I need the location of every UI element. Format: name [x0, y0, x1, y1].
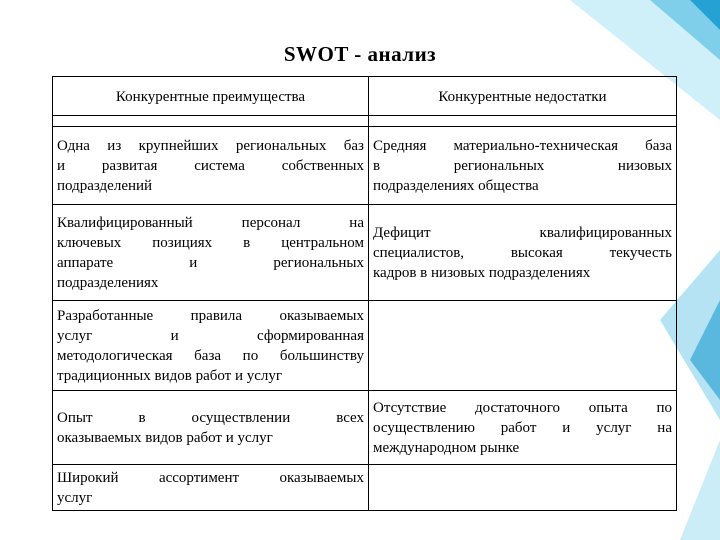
cell-text-line: ключевых позициях в центральном [57, 234, 364, 251]
cell-text-line: подразделений [57, 177, 153, 194]
spacer-cell [53, 116, 369, 127]
cell-text-line: международном рынке [373, 439, 520, 456]
table-row [53, 127, 677, 205]
cell-text-line: Квалифицированный персонал на [57, 214, 364, 231]
cell-text-line: методологическая база по большинству [57, 347, 364, 364]
cell-text-line: услуг [57, 489, 93, 506]
cell-text-line: Широкий ассортимент оказываемых [57, 469, 364, 486]
cell-text-line: Одна из крупнейших региональных баз [57, 137, 364, 154]
weakness-cell [369, 205, 677, 301]
cell-text-line: оказываемых видов работ и услуг [57, 429, 273, 446]
weakness-cell [369, 127, 677, 205]
table-row [53, 391, 677, 465]
cell-text-line: Отсутствие достаточного опыта по [373, 399, 672, 416]
page-title: SWOT - анализ [283, 42, 437, 66]
weakness-cell [369, 465, 677, 511]
strength-cell [53, 301, 369, 391]
table-header-row [53, 77, 677, 116]
cell-text-line: и развитая система собственных [57, 157, 364, 174]
header-spacer-row [53, 116, 677, 127]
table-row [53, 301, 677, 391]
cell-text-line: Дефицит квалифицированных [373, 224, 672, 241]
cell-text-line: традиционных видов работ и услуг [57, 367, 283, 384]
cell-text-line: Опыт в осуществлении всех [57, 409, 364, 426]
weakness-cell [369, 391, 677, 465]
cell-text-line: специалистов, высокая текучесть [373, 244, 672, 261]
cell-text-line: Разработанные правила оказываемых [57, 307, 364, 324]
weakness-cell [369, 301, 677, 391]
cell-text-line: услуг и сформированная [57, 327, 364, 344]
strength-cell [53, 127, 369, 205]
cell-text-line: Средняя материально-техническая база [373, 137, 672, 154]
cell-text-line: кадров в низовых подразделениях [373, 264, 591, 281]
spacer-cell [369, 116, 677, 127]
strength-cell [53, 465, 369, 511]
table-row [53, 465, 677, 511]
cell-text-line: подразделениях общества [373, 177, 539, 194]
swot-table [52, 76, 677, 511]
cell-text-line: в региональных низовых [373, 157, 672, 174]
cell-text-line: аппарате и региональных [57, 254, 364, 271]
cell-text-line: осуществлению работ и услуг на [373, 419, 672, 436]
strength-cell [53, 391, 369, 465]
cell-text-line: подразделениях [57, 274, 159, 291]
header-strengths: Конкурентные преимущества [53, 77, 369, 116]
table-row [53, 205, 677, 301]
header-weaknesses: Конкурентные недостатки [369, 77, 677, 116]
strength-cell [53, 205, 369, 301]
